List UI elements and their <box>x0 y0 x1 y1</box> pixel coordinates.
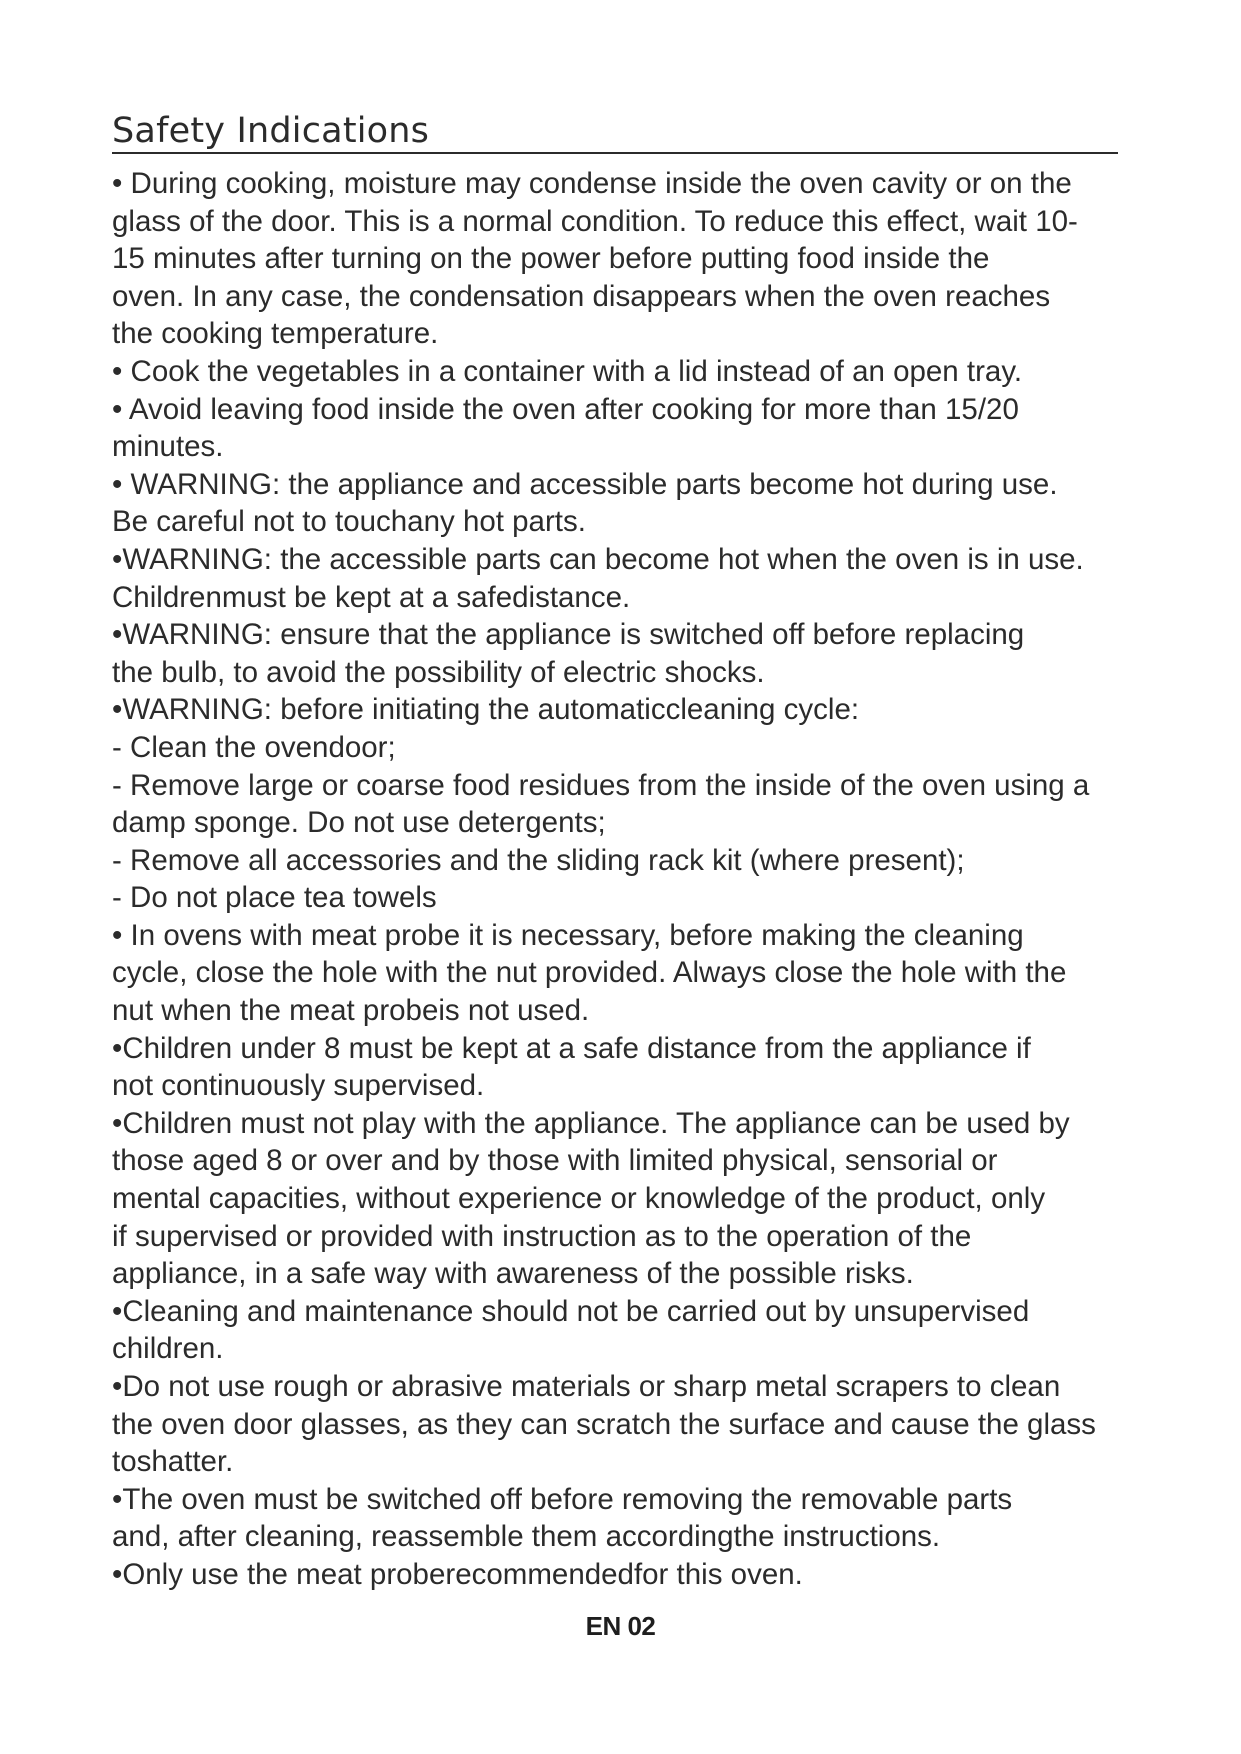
text-line: • Cook the vegetables in a container with a lid instead of an open tray. <box>112 354 1023 388</box>
text-line: 15 minutes after turning on the power before putting food inside the <box>112 242 990 276</box>
text-line: glass of the door. This is a normal condition. To reduce this effect, wait 10- <box>112 204 1078 238</box>
text-line: - Do not place tea towels <box>112 881 437 915</box>
section-title: Safety Indications <box>112 111 430 151</box>
text-line: • In ovens with meat probe it is necessary, before making the cleaning <box>112 918 1024 952</box>
text-line: • WARNING: the appliance and accessible parts become hot during use. <box>112 467 1058 501</box>
section-header <box>112 106 1118 154</box>
text-line: minutes. <box>112 430 224 464</box>
text-line: •Cleaning and maintenance should not be carried out by unsupervised <box>112 1294 1030 1328</box>
text-line: and, after cleaning, reassemble them accordingthe instructions. <box>112 1520 941 1554</box>
text-line: the oven door glasses, as they can scratch the surface and cause the glass <box>112 1407 1096 1441</box>
text-line: - Clean the ovendoor; <box>112 730 396 764</box>
text-line: if supervised or provided with instruction as to the operation of the <box>112 1219 972 1253</box>
text-line: •Children under 8 must be kept at a safe distance from the appliance if <box>112 1031 1031 1065</box>
text-line: oven. In any case, the condensation disappears when the oven reaches <box>112 279 1051 313</box>
text-line: •Only use the meat proberecommendedfor this oven. <box>112 1557 803 1591</box>
text-line: damp sponge. Do not use detergents; <box>112 806 606 840</box>
text-line: • Avoid leaving food inside the oven after cooking for more than 15/20 <box>112 392 1019 426</box>
text-line: •Children must not play with the appliance. The appliance can be used by <box>112 1106 1070 1140</box>
text-line: - Remove large or coarse food residues from the inside of the oven using a <box>112 768 1090 802</box>
text-line: appliance, in a safe way with awareness of the possible risks. <box>112 1257 914 1291</box>
text-line: the cooking temperature. <box>112 317 439 351</box>
safety-text-block <box>112 165 1192 1594</box>
page-number: EN 02 <box>585 1611 656 1641</box>
text-line: •WARNING: before initiating the automaticcleaning cycle: <box>112 693 860 727</box>
text-line: children. <box>112 1332 224 1366</box>
text-line: •WARNING: ensure that the appliance is switched off before replacing <box>112 618 1025 652</box>
text-line: the bulb, to avoid the possibility of electric shocks. <box>112 655 765 689</box>
text-line: - Remove all accessories and the sliding rack kit (where present); <box>112 843 965 877</box>
text-line: mental capacities, without experience or knowledge of the product, only <box>112 1182 1046 1216</box>
text-line: those aged 8 or over and by those with limited physical, sensorial or <box>112 1144 998 1178</box>
text-line: •The oven must be switched off before removing the removable parts <box>112 1482 1013 1516</box>
text-line: Be careful not to touchany hot parts. <box>112 505 586 539</box>
text-line: not continuously supervised. <box>112 1069 485 1103</box>
text-line: nut when the meat probeis not used. <box>112 994 590 1028</box>
text-line: cycle, close the hole with the nut provided. Always close the hole with the <box>112 956 1067 990</box>
text-line: toshatter. <box>112 1445 234 1479</box>
text-line: Childrenmust be kept at a safedistance. <box>112 580 631 614</box>
text-line: • During cooking, moisture may condense inside the oven cavity or on the <box>112 167 1072 200</box>
text-line: •WARNING: the accessible parts can become hot when the oven is in use. <box>112 542 1084 576</box>
text-line: •Do not use rough or abrasive materials or sharp metal scrapers to clean <box>112 1370 1061 1403</box>
